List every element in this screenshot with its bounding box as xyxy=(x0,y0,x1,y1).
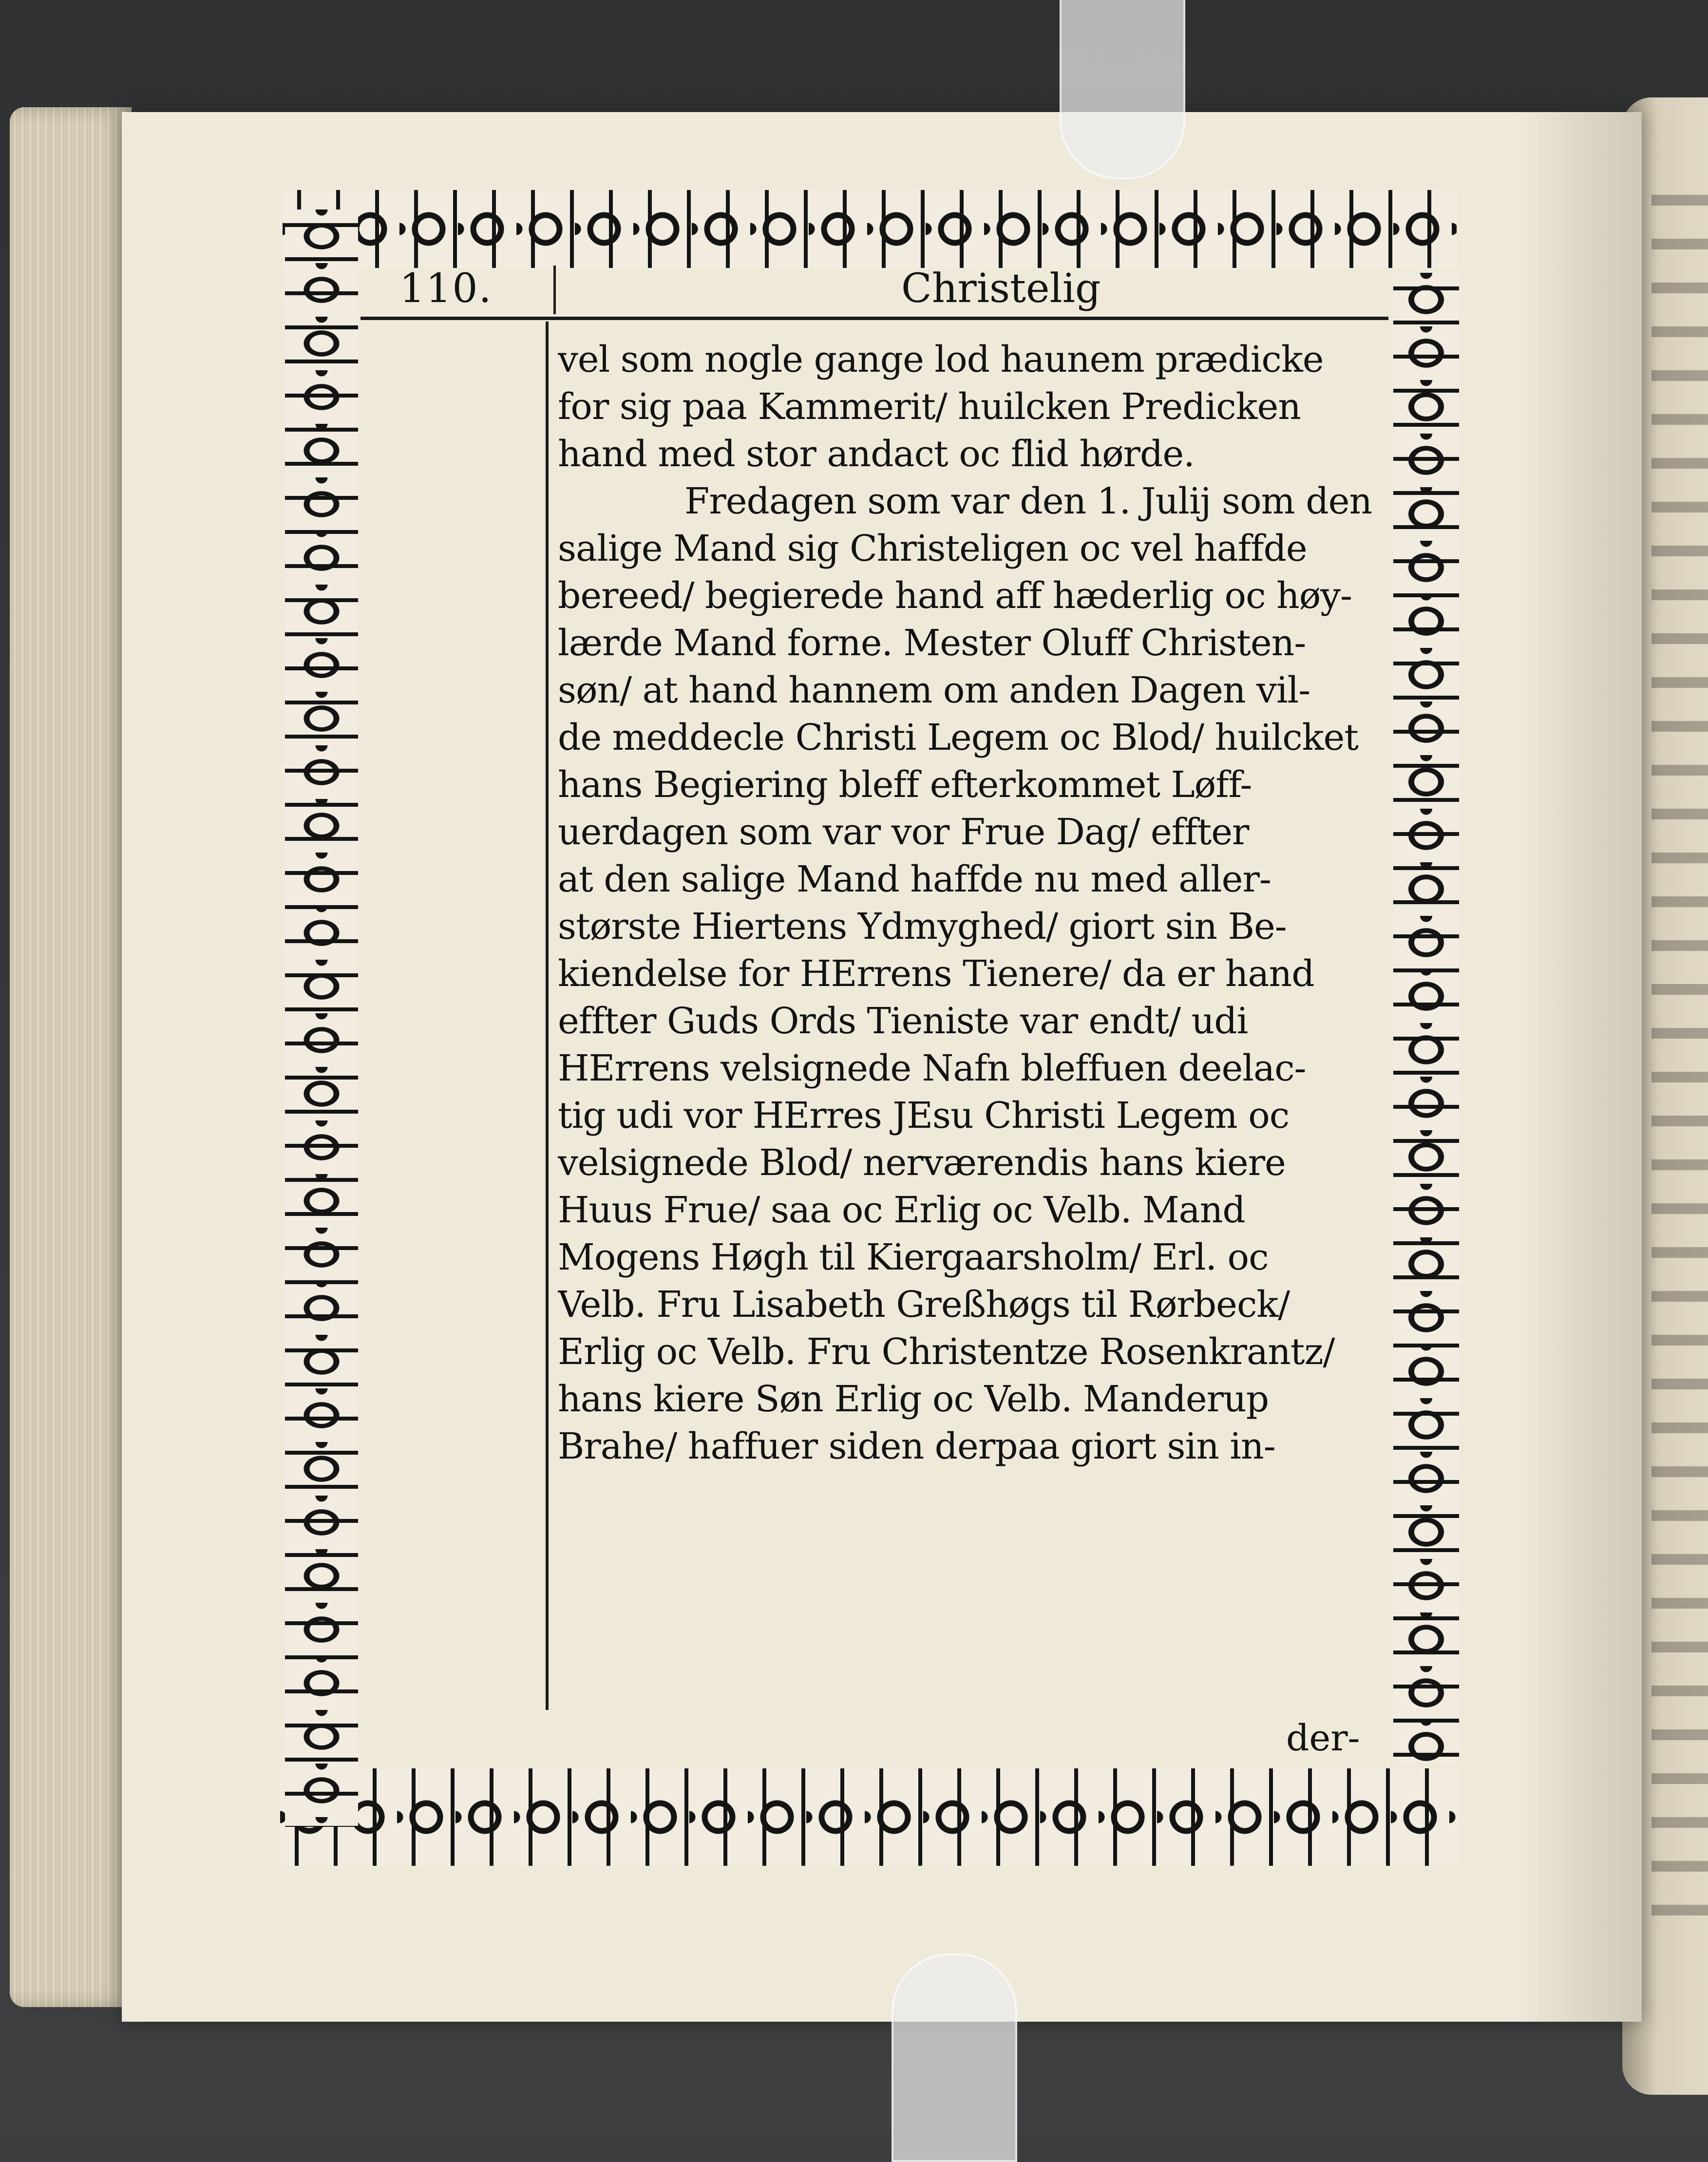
text-line: Erlig oc Velb. Fru Christentze Rosenkrantz/ xyxy=(558,1331,1335,1373)
page-number: 110. xyxy=(399,266,493,312)
page-gutter-shadow xyxy=(1515,112,1642,2022)
catchword: der- xyxy=(1286,1717,1360,1759)
page-clip-bottom xyxy=(892,1953,1017,2162)
text-line: tig udi vor HErres JEsu Christi Legem oc xyxy=(558,1095,1290,1137)
ornamental-border-top xyxy=(283,190,1457,268)
text-line: bereed/ begierede hand aff hæderlig oc høy- xyxy=(558,575,1352,617)
text-line: kiendelse for HErrens Tienere/ da er hand xyxy=(558,953,1314,995)
ornamental-border-right xyxy=(1393,273,1459,1764)
margin-rule xyxy=(546,322,549,1710)
text-line: vel som nogle gange lod haunem prædicke xyxy=(558,339,1324,380)
text-line: hans kiere Søn Erlig oc Velb. Manderup xyxy=(558,1378,1269,1420)
header-rule xyxy=(361,317,1388,320)
text-line: velsignede Blod/ nerværendis hans kiere xyxy=(558,1142,1286,1184)
text-line: effter Guds Ords Tieniste var endt/ udi xyxy=(558,1000,1248,1042)
text-line: søn/ at hand hannem om anden Dagen vil- xyxy=(558,669,1310,711)
running-head: Christelig xyxy=(901,266,1101,312)
header-divider xyxy=(553,266,556,314)
ornamental-border-bottom xyxy=(280,1768,1459,1866)
text-line: Mogens Høgh til Kiergaarsholm/ Erl. oc xyxy=(558,1236,1269,1278)
text-line: største Hiertens Ydmyghed/ giort sin Be- xyxy=(558,906,1287,948)
text-line: HErrens velsignede Nafn bleffuen deelac- xyxy=(558,1047,1306,1089)
book-page-edges xyxy=(10,107,132,2007)
page-clip-top xyxy=(1060,0,1185,179)
text-line: salige Mand sig Christeligen oc vel haffde xyxy=(558,528,1307,569)
text-line: for sig paa Kammerit/ huilcken Predicken xyxy=(558,386,1301,428)
body-text xyxy=(558,336,1386,1470)
text-line: lærde Mand forne. Mester Oluff Christen- xyxy=(558,622,1306,664)
text-line: de meddecle Christi Legem oc Blod/ huilcket xyxy=(558,717,1359,759)
text-line: Fredagen som var den 1. Julij som den xyxy=(684,480,1372,522)
text-line: Brahe/ haffuer siden derpaa giort sin in- xyxy=(558,1425,1275,1467)
text-line: uerdagen som var vor Frue Dag/ effter xyxy=(558,811,1249,853)
text-line: at den salige Mand haffde nu med aller- xyxy=(558,858,1271,900)
ornamental-border-left xyxy=(285,209,358,1827)
text-line: hand med stor andact oc flid hørde. xyxy=(558,433,1195,475)
text-line: Velb. Fru Lisabeth Greßhøgs til Rørbeck/ xyxy=(558,1284,1290,1326)
text-line: hans Begiering bleff efterkommet Løff- xyxy=(558,764,1252,806)
text-line: Huus Frue/ saa oc Erlig oc Velb. Mand xyxy=(558,1189,1245,1231)
facing-page-border xyxy=(1651,195,1708,1949)
